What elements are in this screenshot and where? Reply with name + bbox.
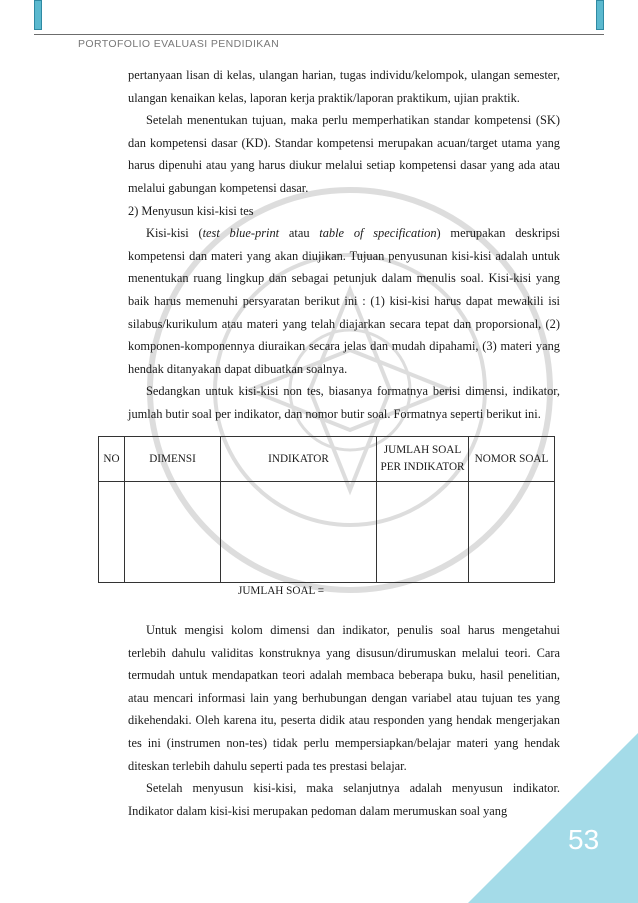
paragraph-kisi-kisi: Kisi-kisi (test blue-print atau table of specification) merupakan deskripsi kompetensi dan materi yang akan diujikan. Tujuan penyusunan kisi-kisi adalah untuk menentukan ruang lingkup dan sebagai petunjuk dalam menulis soal. Kisi-kisi yang baik harus memenuhi persyaratan berikut ini : (1) kisi-kisi harus dapat mewakili isi silabus/kurikulum atau materi yang telah diajarkan secara tepat dan proporsional, (2) komponen-komponennya diuraikan secara jelas dan mudah dipahami, (3) materi yang hendak ditanyakan dapat dibuatkan soalnya.: [128, 226, 560, 376]
term-test-blue-print: test blue-print: [202, 226, 280, 241]
paragraph-menyusun-indikator: Setelah menyusun kisi-kisi, maka selanjutnya adalah menyusun indikator. Indikator dalam kisi-kisi merupakan pedoman dalam merumuskan soal yang: [128, 781, 560, 818]
total-soal-label: JUMLAH SOAL =: [238, 585, 325, 597]
table-cell: [221, 482, 377, 583]
page-number: 53: [568, 824, 600, 855]
col-jumlah-soal: JUMLAH SOAL PER INDIKATOR: [377, 437, 469, 482]
page-corner-triangle: [468, 733, 638, 903]
col-dimensi: DIMENSI: [125, 437, 221, 482]
top-left-accent-bar: [34, 0, 42, 30]
section-heading-kisi-kisi: 2) Menyusun kisi-kisi tes: [128, 203, 254, 218]
header-rule: [34, 34, 604, 35]
term-table-of-specification: table of specification: [319, 226, 437, 241]
top-right-accent-bar: [596, 0, 604, 30]
table-header-row: [99, 437, 555, 482]
col-no: NO: [99, 437, 125, 482]
table-cell: [377, 482, 469, 583]
table-cell: [99, 482, 125, 583]
table-row: [99, 482, 555, 583]
table-cell: [469, 482, 555, 583]
col-indikator: INDIKATOR: [221, 437, 377, 482]
paragraph-sk-kd: Setelah menentukan tujuan, maka perlu memperhatikan standar kompetensi (SK) dan kompetensi dasar (KD). Standar kompetensi merupakan acuan/target utama yang harus dipenuhi atau yang harus diukur melalui setiap kompetensi dasar yang ada atau melalui gabungan kompetensi dasar.: [128, 113, 560, 195]
kisi-kisi-table: [98, 436, 555, 583]
running-header: PORTOFOLIO EVALUASI PENDIDIKAN: [78, 38, 280, 50]
table-cell: [125, 482, 221, 583]
body-text-upper: [128, 64, 560, 426]
paragraph-continuation: pertanyaan lisan di kelas, ulangan harian, tugas individu/kelompok, ulangan semester, ulangan kenaikan kelas, laporan kerja praktik/laporan praktikum, ujian praktik.: [128, 68, 560, 105]
paragraph-non-tes: Sedangkan untuk kisi-kisi non tes, biasanya formatnya berisi dimensi, indikator, jumlah butir soal per indikator, dan nomor butir soal. Formatnya seperti berikut ini.: [128, 384, 560, 421]
paragraph-dimensi-indikator: Untuk mengisi kolom dimensi dan indikator, penulis soal harus mengetahui terlebih dahulu validitas konstruknya yang disusun/dirumuskan melalui teori. Cara termudah untuk mendapatkan teori adalah membaca beberapa buku, hasil penelitian, atau mencari informasi lain yang berhubungan dengan variabel atau tujuan tes yang dikehendaki. Oleh karena itu, peserta didik atau responden yang hendak mengerjakan tes ini (instrumen non-tes) tidak perlu mempersiapkan/belajar materi yang hendak diteskan terlebih dahulu seperti pada tes prestasi belajar.: [128, 623, 560, 773]
col-nomor-soal: NOMOR SOAL: [469, 437, 555, 482]
